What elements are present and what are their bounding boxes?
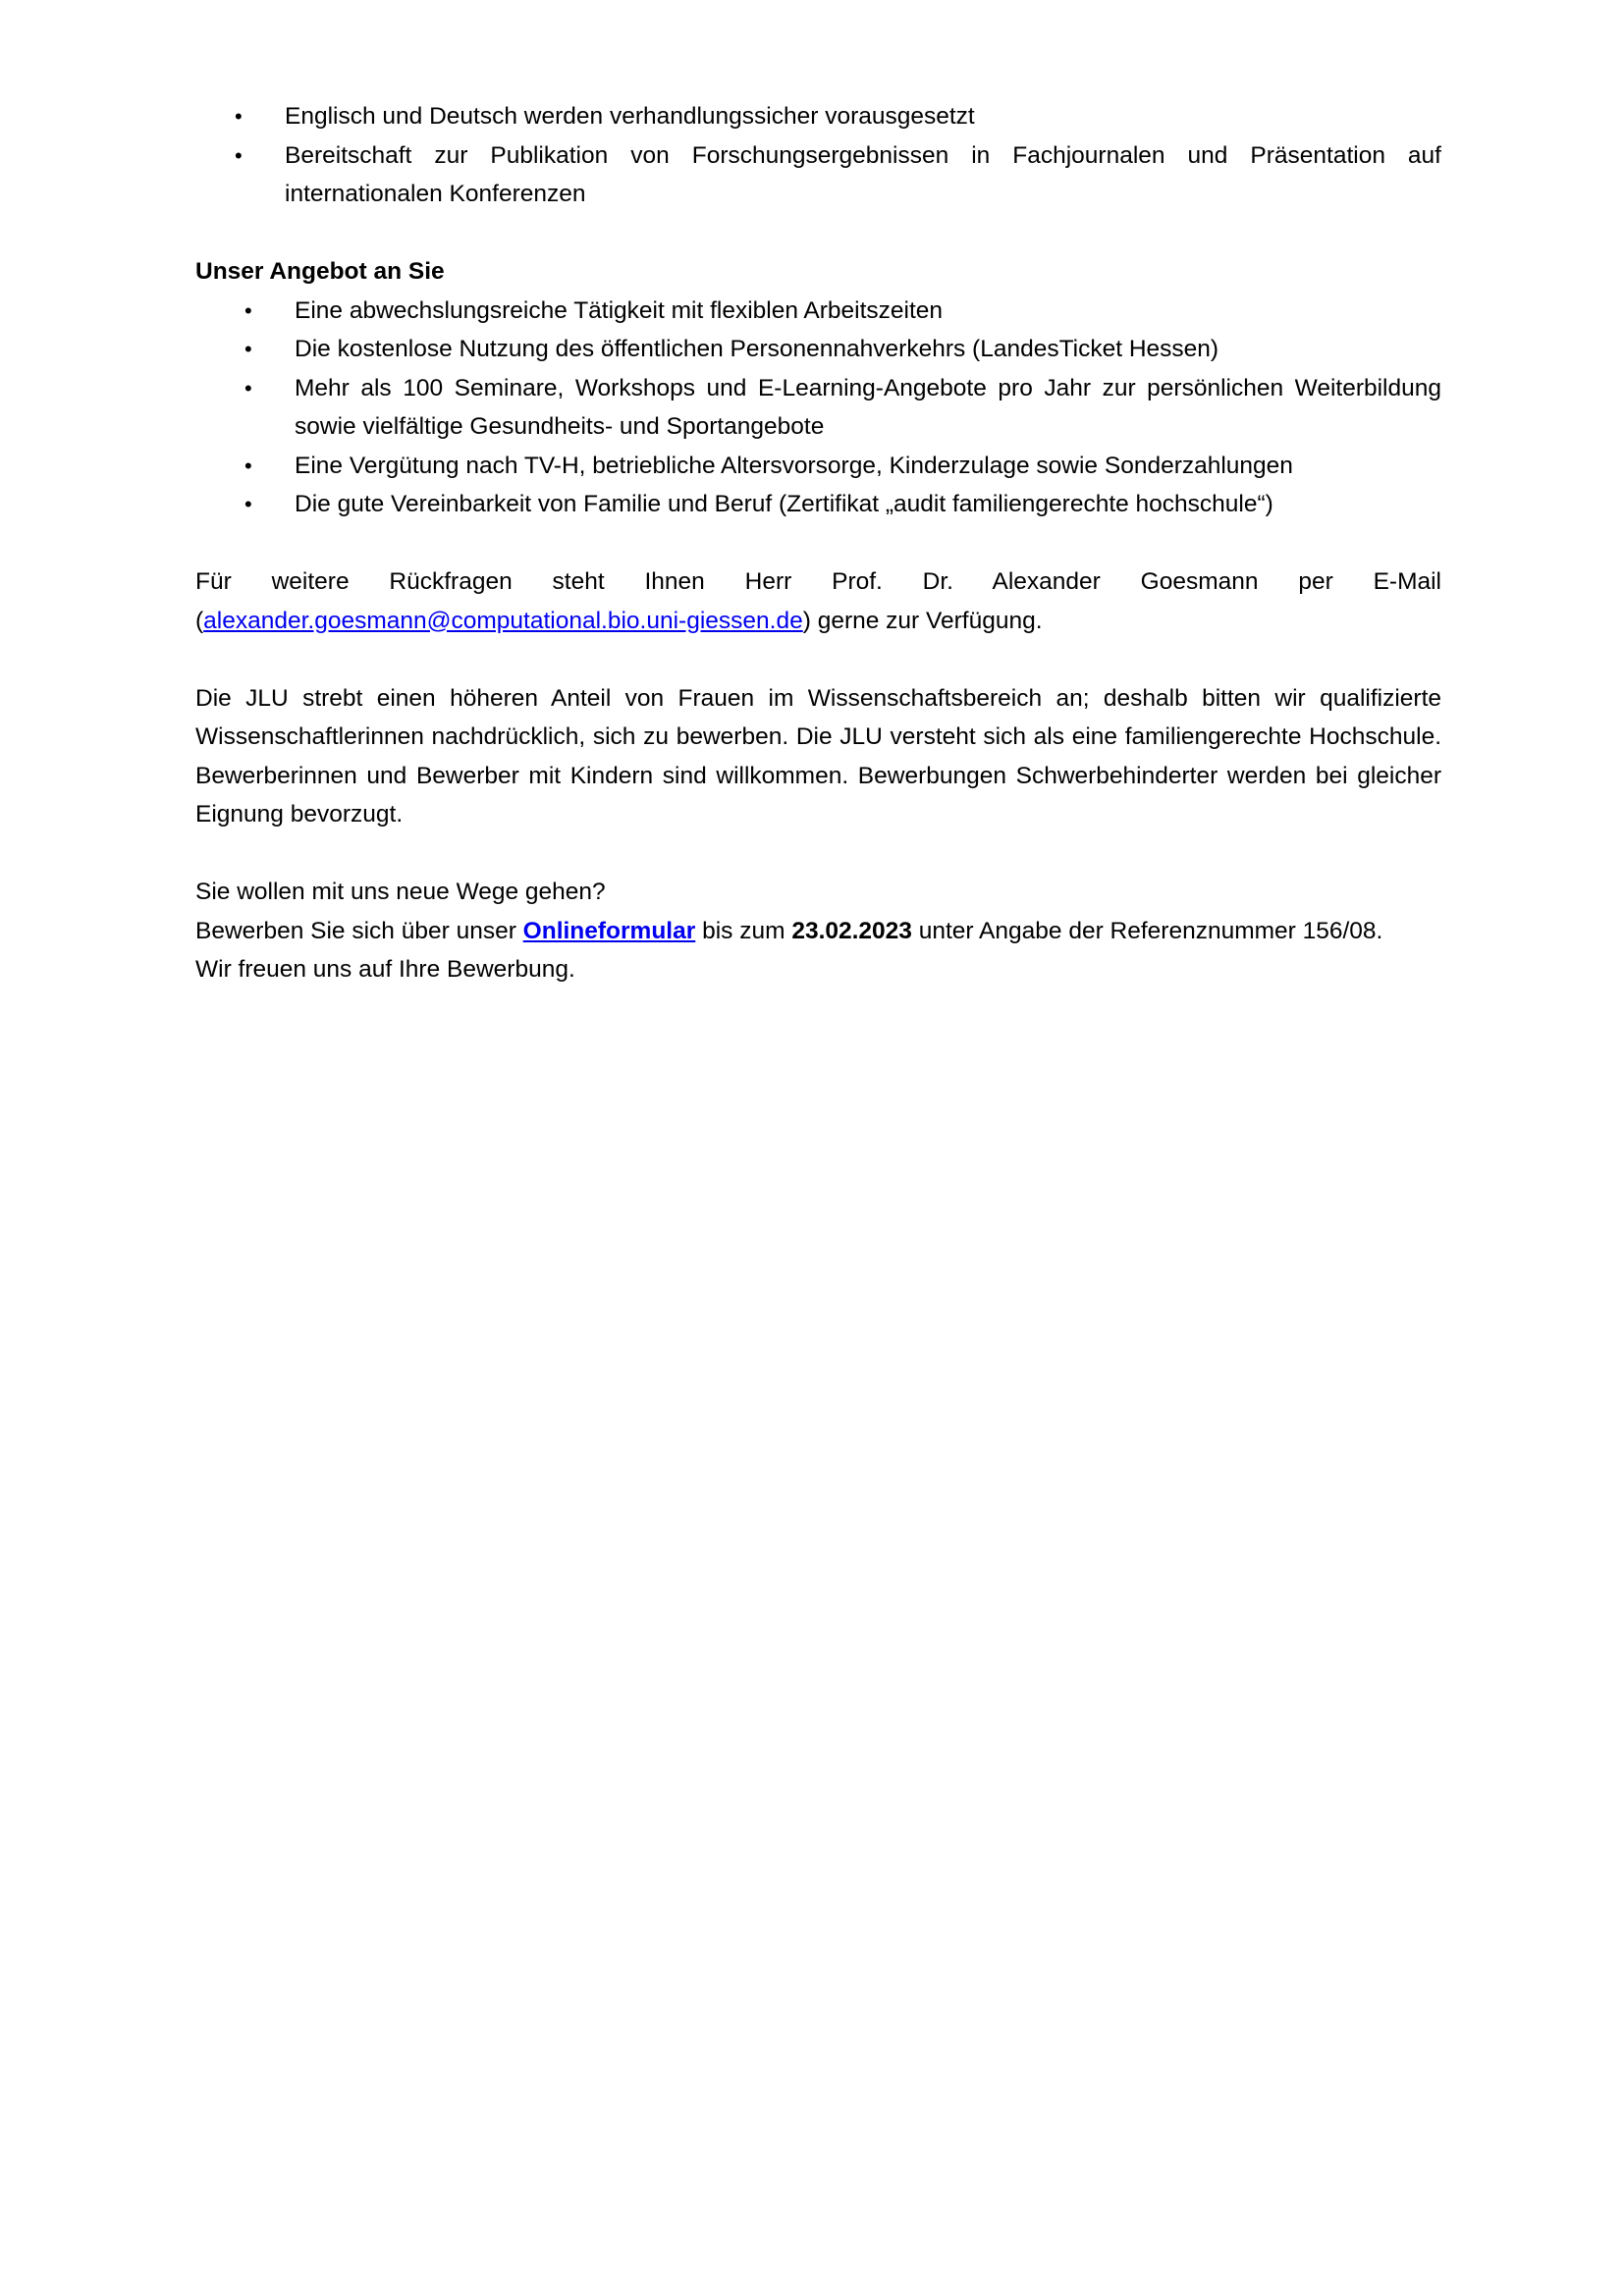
bullet-icon: • (244, 337, 252, 361)
offer-heading: Unser Angebot an Sie (195, 258, 445, 285)
list-item: • Mehr als 100 Seminare, Workshops und E-Learning-Angebote pro Jahr zur persönlichen Weiterbildung sowie vielfältige Gesundheits- und Sportangebote (195, 369, 1441, 447)
contact-email-link[interactable]: alexander.goesmann@computational.bio.uni-giessen.de (203, 607, 803, 634)
equality-paragraph: Die JLU strebt einen höheren Anteil von Frauen im Wissenschaftsbereich an; deshalb bitten wir qualifizierte Wissenschaftlerinnen nachdrücklich, sich zu bewerben. Die JLU versteht sich als eine familiengerechte Hochschule. Bewerberinnen und Bewerber mit Kindern sind willkommen. Bewerbungen Schwerbehinderter werden bei gleicher Eignung bevorzugt. (195, 684, 1441, 828)
offer-list (195, 292, 1441, 524)
bullet-icon: • (235, 104, 243, 129)
bullet-icon: • (244, 375, 252, 400)
closing-line: Wir freuen uns auf Ihre Bewerbung. (195, 956, 575, 983)
apply-sentence: Bewerben Sie sich über unser Onlineformular bis zum 23.02.2023 unter Angabe der Referenznummer 156/08. (195, 917, 1383, 944)
document-page (195, 97, 1441, 989)
contact-paragraph: Für weitere Rückfragen steht Ihnen Herr Prof. Dr. Alexander Goesmann per E-Mail (alexander.goesmann@computational.bio.uni-giessen.de) gerne zur Verfügung. (195, 568, 1441, 634)
list-item: • Die kostenlose Nutzung des öffentlichen Personennahverkehrs (LandesTicket Hessen) (195, 330, 1441, 369)
list-item: • Bereitschaft zur Publikation von Forschungsergebnissen in Fachjournalen und Präsentation auf internationalen Konferenzen (195, 136, 1441, 214)
list-item: • Englisch und Deutsch werden verhandlungssicher vorausgesetzt (195, 97, 1441, 136)
bullet-icon: • (244, 492, 252, 516)
bullet-icon: • (244, 453, 252, 478)
online-form-link[interactable]: Onlineformular (522, 917, 696, 944)
list-item: • Die gute Vereinbarkeit von Familie und Beruf (Zertifikat „audit familiengerechte hochschule“) (195, 485, 1441, 524)
list-item: • Eine Vergütung nach TV-H, betriebliche Altersvorsorge, Kinderzulage sowie Sonderzahlungen (195, 447, 1441, 486)
closing-question: Sie wollen mit uns neue Wege gehen? (195, 879, 606, 905)
requirements-list (195, 97, 1441, 214)
list-item: • Eine abwechslungsreiche Tätigkeit mit flexiblen Arbeitszeiten (195, 292, 1441, 331)
bullet-icon: • (244, 297, 252, 323)
bullet-icon: • (235, 142, 243, 168)
deadline-date: 23.02.2023 (791, 917, 912, 944)
